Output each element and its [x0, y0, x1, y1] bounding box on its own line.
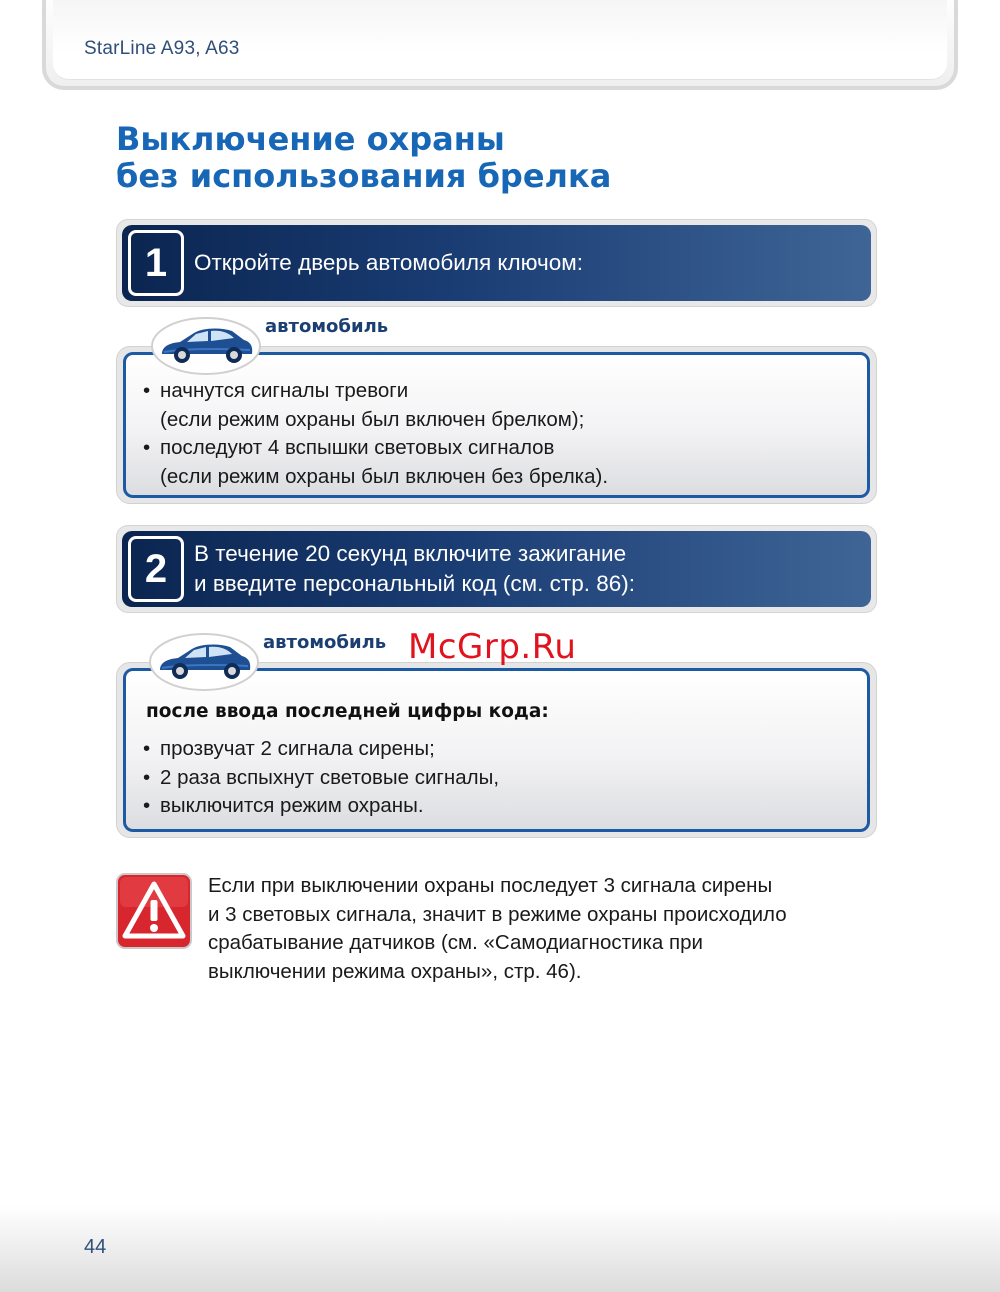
bullet: • [143, 436, 151, 459]
list-item-line: начнутся сигналы тревоги [160, 379, 409, 402]
result-2-lead: после ввода последней цифры кода: [146, 701, 549, 722]
car-icon [150, 316, 262, 376]
step-1-bar [122, 225, 871, 301]
step-1 [116, 219, 877, 307]
step-2-number: 2 [128, 536, 184, 602]
step-1-number: 1 [128, 230, 184, 296]
warning-text: Если при выключении охраны последует 3 сигнала сирены и 3 световых сигнала, значит в режиме охраны происходило срабатывание датчиков (см. «Самодиагностика при выключении режима охраны», стр. 46). [208, 874, 787, 983]
page-footer [0, 1205, 1000, 1292]
car-icon [148, 632, 260, 692]
list-item [143, 377, 608, 434]
bullet: • [143, 379, 151, 402]
result-2-list [143, 735, 499, 821]
page-title-line-2: без использования брелка [116, 157, 612, 195]
result-2-label: автомобиль [263, 632, 387, 653]
list-item [143, 792, 499, 821]
result-1-label: автомобиль [265, 316, 389, 337]
bullet: • [143, 737, 151, 760]
list-item-note: (если режим охраны был включен брелком); [160, 407, 585, 431]
result-1-list [143, 377, 608, 491]
list-item [143, 764, 499, 793]
list-item-line: выключится режим охраны. [160, 794, 424, 817]
result-box-2-inner [123, 668, 870, 832]
step-2-text: В течение 20 секунд включите зажигание и введите персональный код (см. стр. 86): [194, 541, 635, 596]
warning-triangle-icon [116, 873, 192, 949]
list-item-line: 2 раза вспыхнут световые сигналы, [160, 765, 500, 789]
step-1-text: Откройте дверь автомобиля ключом: [194, 250, 583, 275]
step-2-bar [122, 531, 871, 607]
page-title-line-1: Выключение охраны [116, 120, 505, 158]
list-item-note: (если режим охраны был включен без брелка). [160, 464, 609, 488]
watermark: McGrp.Ru [408, 627, 577, 667]
list-item-line: последуют 4 вспышки световых сигналов [160, 436, 555, 459]
bullet: • [143, 765, 151, 789]
list-item [143, 434, 608, 491]
header-title: StarLine A93, A63 [84, 38, 240, 59]
page-number: 44 [84, 1236, 107, 1258]
list-item [143, 735, 499, 764]
list-item-line: прозвучат 2 сигнала сирены; [160, 737, 435, 760]
page-title [116, 121, 611, 195]
bullet: • [143, 794, 151, 817]
step-2 [116, 525, 877, 613]
